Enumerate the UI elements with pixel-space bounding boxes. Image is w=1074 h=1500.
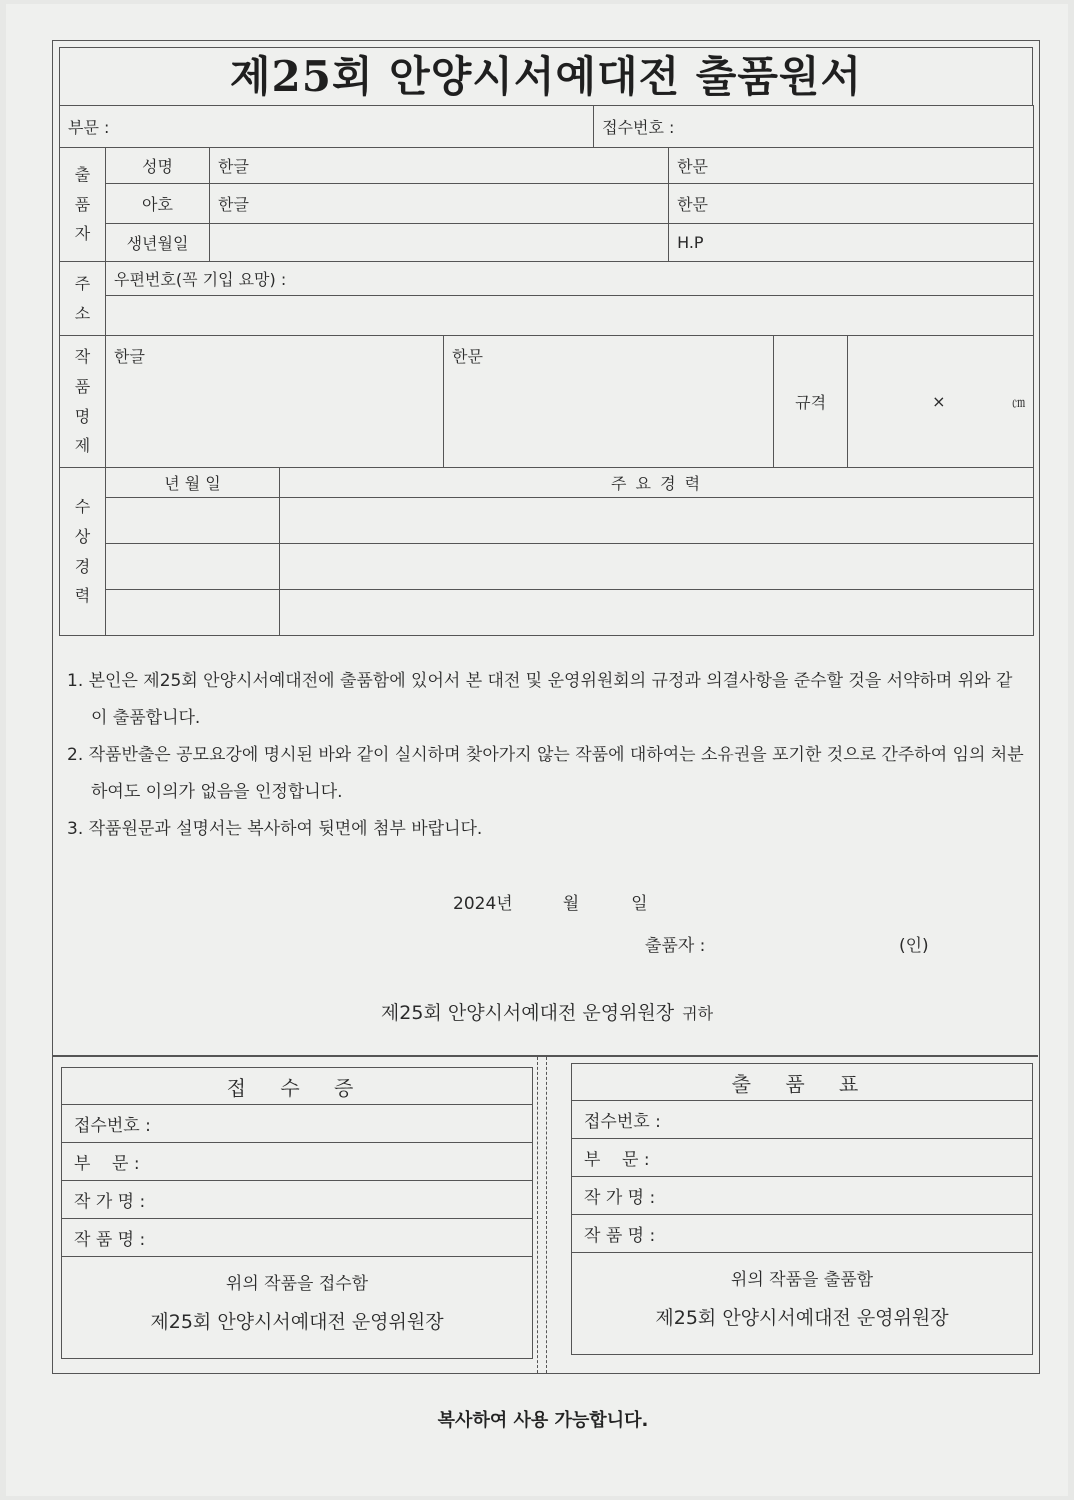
addressee [53,998,1041,1025]
entry-slip-work-field[interactable]: 작 품 명 : [572,1215,1032,1253]
applicant-section-label: 출 품 자 [60,148,106,262]
award-career-header: 주 요 경 력 [280,468,1034,498]
addressee-name: 제25회 안양시서예대전 운영위원장 [380,1002,675,1024]
address-field[interactable] [106,296,1034,336]
postal-code-field[interactable]: 우편번호(꼭 기입 요망) : [106,262,1034,296]
award-career-cell[interactable] [280,498,1034,544]
size-times: × [932,392,946,411]
entry-slip [571,1063,1033,1355]
name-label: 성명 [106,148,210,184]
receipt-slip-title: 접 수 증 [62,1068,532,1105]
birth-field[interactable] [210,224,669,262]
copy-note: 복사하여 사용 가능합니다. [437,1410,649,1431]
entry-slip-footer [572,1253,1032,1338]
form-title: 제25회 안양시서예대전 출품원서 [59,47,1033,105]
pledge-item: 1. 본인은 제25회 안양시서예대전에 출품함에 있어서 본 대전 및 운영위원회의 규정과 의결사항을 준수할 것을 서약하며 위와 같이 출품합니다. [67,671,1013,728]
receipt-slip-footer-line1: 위의 작품을 접수함 [225,1274,369,1294]
application-date [453,889,648,914]
award-date-cell[interactable] [106,590,280,636]
awards-section-label: 수 상 경 력 [60,468,106,636]
work-title-section-label: 작 품 명 제 [60,336,106,468]
receipt-slip [61,1067,533,1359]
date-day: 일 [631,894,648,914]
work-hanmun-field[interactable]: 한문 [444,336,774,468]
award-date-header: 년 월 일 [106,468,280,498]
pen-name-hanmun-field[interactable]: 한문 [669,184,1034,224]
cut-line [537,1057,547,1373]
entry-slip-footer-line1: 위의 작품을 출품함 [730,1270,874,1290]
pen-name-hangul-field[interactable]: 한글 [210,184,669,224]
entry-slip-title: 출 품 표 [572,1064,1032,1101]
award-career-cell[interactable] [280,544,1034,590]
award-date-cell[interactable] [106,544,280,590]
pledge-item: 3. 작품원문과 설명서는 복사하여 뒷면에 첨부 바랍니다. [67,819,483,839]
receipt-number-label: 접수번호 : [602,118,675,137]
pledge-text [67,663,1027,848]
division-label: 부문 : [68,118,110,137]
receipt-slip-artist-field[interactable]: 작 가 명 : [62,1181,532,1219]
name-hangul-field[interactable]: 한글 [210,148,669,184]
address-section-label: 주 소 [60,262,106,336]
pledge-item: 2. 작품반출은 공모요강에 명시된 바와 같이 실시하며 찾아가지 않는 작품에 대하여는 소유권을 포기한 것으로 간주하여 임의 처분하여도 이의가 없음을 인정합니다. [67,745,1024,802]
addressee-suffix: 귀하 [682,1004,714,1023]
receipt-number-field[interactable] [594,106,1034,148]
award-date-cell[interactable] [106,498,280,544]
entry-slip-artist-field[interactable]: 작 가 명 : [572,1177,1032,1215]
size-unit: ㎝ [1012,396,1026,411]
receipt-slip-footer-line2: 제25회 안양시서예대전 운영위원장 [150,1311,444,1333]
receipt-slip-division-field[interactable]: 부 문 : [62,1143,532,1181]
entry-slip-footer-line2: 제25회 안양시서예대전 운영위원장 [655,1307,949,1329]
work-hangul-field[interactable]: 한글 [106,336,444,468]
seal-mark: (인) [899,936,929,956]
entry-slip-division-field[interactable]: 부 문 : [572,1139,1032,1177]
birth-label: 생년월일 [106,224,210,262]
size-label: 규격 [774,336,848,468]
receipt-slip-number-field[interactable]: 접수번호 : [62,1105,532,1143]
division-field[interactable] [60,106,594,148]
application-form [52,40,1040,1374]
date-month: 월 [562,894,580,914]
date-year: 2024년 [453,894,513,914]
applicant-signature-label: 출품자 : [645,936,706,956]
size-field[interactable] [848,336,1034,468]
award-career-cell[interactable] [280,590,1034,636]
paper-sheet [6,4,1068,1496]
receipt-slip-footer [62,1257,532,1342]
receipt-slip-work-field[interactable]: 작 품 명 : [62,1219,532,1257]
entry-slip-number-field[interactable]: 접수번호 : [572,1101,1032,1139]
form-grid [59,105,1034,636]
phone-field[interactable]: H.P [669,224,1034,262]
name-hanmun-field[interactable]: 한문 [669,148,1034,184]
pen-name-label: 아호 [106,184,210,224]
